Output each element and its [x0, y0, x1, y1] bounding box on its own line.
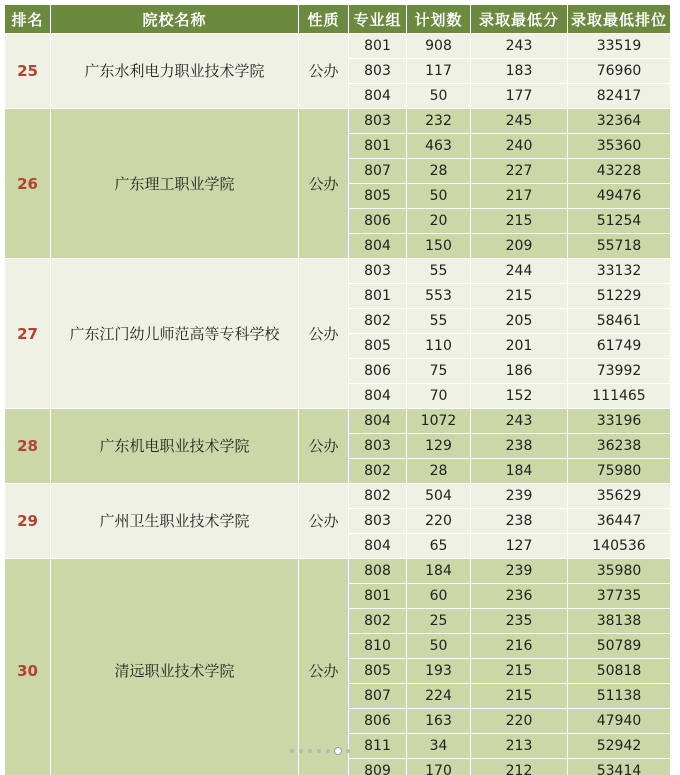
pagination-dot[interactable]	[346, 749, 350, 753]
school-group	[5, 259, 671, 409]
min-rank: 47940	[568, 709, 671, 734]
school-type: 公办	[299, 484, 349, 559]
min-score: 220	[471, 709, 568, 734]
min-score: 152	[471, 384, 568, 409]
min-score: 201	[471, 334, 568, 359]
plan-count: 60	[407, 584, 471, 609]
major-group-code: 803	[349, 434, 407, 459]
plan-count: 117	[407, 59, 471, 84]
min-score: 177	[471, 84, 568, 109]
school-group	[5, 109, 671, 259]
table-row	[5, 559, 671, 584]
school-group	[5, 484, 671, 559]
min-score: 184	[471, 459, 568, 484]
min-score: 239	[471, 559, 568, 584]
plan-count: 163	[407, 709, 471, 734]
school-rank: 28	[5, 409, 51, 484]
table-row	[5, 34, 671, 59]
major-group-code: 801	[349, 284, 407, 309]
major-group-code: 802	[349, 484, 407, 509]
min-score: 212	[471, 759, 568, 775]
table-row	[5, 259, 671, 284]
major-group-code: 802	[349, 609, 407, 634]
major-group-code: 804	[349, 234, 407, 259]
min-score: 238	[471, 434, 568, 459]
major-group-code: 802	[349, 459, 407, 484]
school-name: 广州卫生职业技术学院	[51, 484, 299, 559]
major-group-code: 806	[349, 209, 407, 234]
min-rank: 43228	[568, 159, 671, 184]
major-group-code: 801	[349, 584, 407, 609]
school-rank: 25	[5, 34, 51, 109]
table-row	[5, 409, 671, 434]
min-rank: 37735	[568, 584, 671, 609]
min-rank: 58461	[568, 309, 671, 334]
major-group-code: 803	[349, 59, 407, 84]
pagination-dot[interactable]	[299, 749, 303, 753]
min-rank: 55718	[568, 234, 671, 259]
plan-count: 28	[407, 159, 471, 184]
major-group-code: 801	[349, 34, 407, 59]
school-name: 广东理工职业学院	[51, 109, 299, 259]
min-rank: 32364	[568, 109, 671, 134]
plan-count: 150	[407, 234, 471, 259]
plan-count: 110	[407, 334, 471, 359]
min-score: 239	[471, 484, 568, 509]
min-rank: 33132	[568, 259, 671, 284]
school-group	[5, 559, 671, 775]
min-score: 240	[471, 134, 568, 159]
header-min-rank: 录取最低排位	[568, 5, 671, 34]
school-type: 公办	[299, 259, 349, 409]
min-rank: 75980	[568, 459, 671, 484]
admission-table-frame	[4, 4, 676, 775]
school-name: 广东江门幼儿师范高等专科学校	[51, 259, 299, 409]
min-score: 245	[471, 109, 568, 134]
plan-count: 55	[407, 309, 471, 334]
table-row	[5, 109, 671, 134]
min-rank: 49476	[568, 184, 671, 209]
major-group-code: 803	[349, 509, 407, 534]
min-score: 183	[471, 59, 568, 84]
school-rank: 26	[5, 109, 51, 259]
plan-count: 25	[407, 609, 471, 634]
min-rank: 52942	[568, 734, 671, 759]
min-score: 215	[471, 284, 568, 309]
plan-count: 28	[407, 459, 471, 484]
min-rank: 76960	[568, 59, 671, 84]
min-score: 243	[471, 34, 568, 59]
plan-count: 193	[407, 659, 471, 684]
plan-count: 908	[407, 34, 471, 59]
plan-count: 504	[407, 484, 471, 509]
plan-count: 75	[407, 359, 471, 384]
min-rank: 82417	[568, 84, 671, 109]
min-rank: 35360	[568, 134, 671, 159]
min-score: 217	[471, 184, 568, 209]
min-rank: 50818	[568, 659, 671, 684]
plan-count: 463	[407, 134, 471, 159]
min-score: 236	[471, 584, 568, 609]
min-rank: 51138	[568, 684, 671, 709]
min-score: 186	[471, 359, 568, 384]
header-min-score: 录取最低分	[471, 5, 568, 34]
school-group	[5, 34, 671, 109]
major-group-code: 806	[349, 709, 407, 734]
major-group-code: 808	[349, 559, 407, 584]
header-rank: 排名	[5, 5, 51, 34]
min-rank: 50789	[568, 634, 671, 659]
header-plan-count: 计划数	[407, 5, 471, 34]
header-type: 性质	[299, 5, 349, 34]
min-score: 227	[471, 159, 568, 184]
plan-count: 55	[407, 259, 471, 284]
major-group-code: 810	[349, 634, 407, 659]
table-row	[5, 484, 671, 509]
plan-count: 1072	[407, 409, 471, 434]
min-rank: 61749	[568, 334, 671, 359]
min-score: 215	[471, 209, 568, 234]
major-group-code: 811	[349, 734, 407, 759]
plan-count: 70	[407, 384, 471, 409]
major-group-code: 805	[349, 659, 407, 684]
min-score: 215	[471, 684, 568, 709]
school-type: 公办	[299, 109, 349, 259]
min-score: 235	[471, 609, 568, 634]
min-rank: 51254	[568, 209, 671, 234]
major-group-code: 809	[349, 759, 407, 775]
major-group-code: 806	[349, 359, 407, 384]
min-rank: 36447	[568, 509, 671, 534]
min-rank: 35980	[568, 559, 671, 584]
pagination-dot[interactable]	[335, 748, 341, 754]
min-score: 243	[471, 409, 568, 434]
plan-count: 553	[407, 284, 471, 309]
major-group-code: 805	[349, 334, 407, 359]
plan-count: 65	[407, 534, 471, 559]
school-name: 广东水利电力职业技术学院	[51, 34, 299, 109]
min-rank: 111465	[568, 384, 671, 409]
school-group	[5, 409, 671, 484]
school-rank: 27	[5, 259, 51, 409]
min-rank: 33196	[568, 409, 671, 434]
min-score: 205	[471, 309, 568, 334]
min-score: 215	[471, 659, 568, 684]
school-type: 公办	[299, 409, 349, 484]
plan-count: 170	[407, 759, 471, 775]
major-group-code: 802	[349, 309, 407, 334]
min-score: 238	[471, 509, 568, 534]
min-rank: 38138	[568, 609, 671, 634]
header-major-group: 专业组	[349, 5, 407, 34]
min-rank: 140536	[568, 534, 671, 559]
min-score: 213	[471, 734, 568, 759]
major-group-code: 803	[349, 259, 407, 284]
min-rank: 35629	[568, 484, 671, 509]
plan-count: 232	[407, 109, 471, 134]
min-rank: 51229	[568, 284, 671, 309]
min-rank: 36238	[568, 434, 671, 459]
major-group-code: 803	[349, 109, 407, 134]
plan-count: 50	[407, 634, 471, 659]
min-score: 244	[471, 259, 568, 284]
plan-count: 129	[407, 434, 471, 459]
plan-count: 50	[407, 84, 471, 109]
pagination-dot[interactable]	[308, 749, 312, 753]
school-name: 广东机电职业技术学院	[51, 409, 299, 484]
major-group-code: 804	[349, 409, 407, 434]
major-group-code: 804	[349, 534, 407, 559]
pagination-dot[interactable]	[290, 749, 294, 753]
carousel-pagination[interactable]	[290, 748, 350, 754]
table-header	[5, 5, 671, 34]
school-rank: 30	[5, 559, 51, 775]
min-rank: 73992	[568, 359, 671, 384]
school-type: 公办	[299, 559, 349, 775]
min-rank: 53414	[568, 759, 671, 775]
plan-count: 184	[407, 559, 471, 584]
major-group-code: 807	[349, 159, 407, 184]
plan-count: 20	[407, 209, 471, 234]
header-school-name: 院校名称	[51, 5, 299, 34]
min-score: 209	[471, 234, 568, 259]
school-type: 公办	[299, 34, 349, 109]
min-score: 127	[471, 534, 568, 559]
major-group-code: 801	[349, 134, 407, 159]
school-name: 清远职业技术学院	[51, 559, 299, 775]
plan-count: 224	[407, 684, 471, 709]
major-group-code: 807	[349, 684, 407, 709]
major-group-code: 804	[349, 84, 407, 109]
pagination-dot[interactable]	[326, 749, 330, 753]
admission-table	[4, 4, 671, 775]
plan-count: 50	[407, 184, 471, 209]
major-group-code: 805	[349, 184, 407, 209]
min-rank: 33519	[568, 34, 671, 59]
min-score: 216	[471, 634, 568, 659]
major-group-code: 804	[349, 384, 407, 409]
pagination-dot[interactable]	[317, 749, 321, 753]
plan-count: 34	[407, 734, 471, 759]
plan-count: 220	[407, 509, 471, 534]
school-rank: 29	[5, 484, 51, 559]
